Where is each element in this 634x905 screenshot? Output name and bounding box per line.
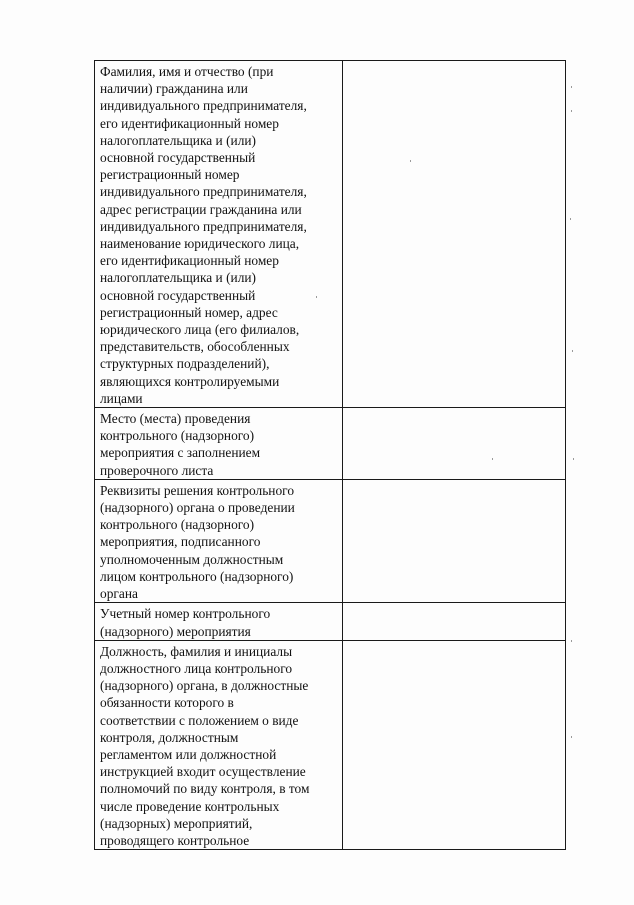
row-value-official[interactable] (343, 640, 566, 849)
row-value-registration-number[interactable] (343, 603, 566, 640)
scan-speck (570, 218, 571, 220)
row-label-official: Должность, фамилия и инициалы должностного лица контрольного (надзорного) органа, в должностные обязанности которого в соответствии с положением о виде контроля, должностным регламентом или должностной инструкцией входит осуществление полномочий по виду контроля, в том числе проведение контрольных (надзорных) мероприятий, проводящего контрольное (95, 640, 343, 849)
scan-speck (571, 110, 572, 112)
row-value-inspection-place[interactable] (343, 408, 566, 480)
row-label-controlled-person: Фамилия, имя и отчество (при наличии) гражданина или индивидуального предпринимателя, его идентификационный номер налогоплательщика и (или) основной государственный регистрационный номер индивидуального предпринимателя, адрес регистрации гражданина или индивидуального предпринимателя, наименование юридического лица, его идентификационный номер налогоплательщика и (или) основной государственный регистрационный номер, адрес юридического лица (его филиалов, представительств, обособленных структурных подразделений), являющихся контролируемыми лицами (95, 61, 343, 408)
table-row (95, 408, 566, 480)
row-label-inspection-place: Место (места) проведения контрольного (надзорного) мероприятия с заполнением проверочного листа (95, 408, 343, 480)
scan-speck (492, 458, 493, 460)
scan-speck (410, 160, 411, 162)
scan-speck (572, 350, 573, 352)
table-row (95, 640, 566, 849)
scan-speck (571, 640, 572, 642)
scan-speck (571, 86, 572, 88)
scan-speck (316, 296, 317, 298)
checklist-header-table (94, 60, 566, 850)
row-value-decision-details[interactable] (343, 479, 566, 602)
table-row (95, 61, 566, 408)
row-label-decision-details: Реквизиты решения контрольного (надзорного) органа о проведении контрольного (надзорного) мероприятия, подписанного уполномоченным должностным лицом контрольного (надзорного) органа (95, 479, 343, 602)
scan-speck (571, 736, 572, 738)
row-label-registration-number: Учетный номер контрольного (надзорного) мероприятия (95, 603, 343, 640)
table-row (95, 479, 566, 602)
table-row (95, 603, 566, 640)
scan-speck (573, 458, 574, 460)
row-value-controlled-person[interactable] (343, 61, 566, 408)
